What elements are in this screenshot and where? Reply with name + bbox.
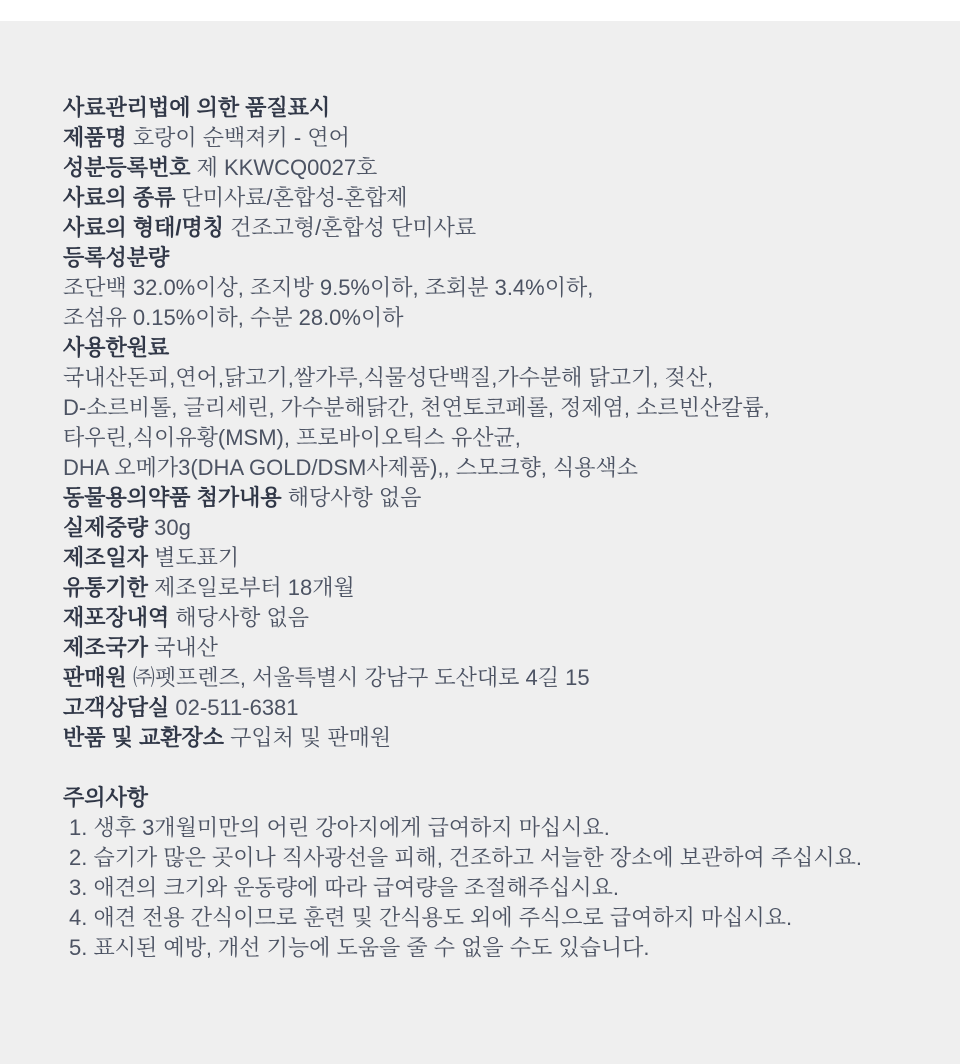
row-label: 성분등록번호 xyxy=(63,155,191,180)
ingredients-line-2 xyxy=(63,393,920,423)
row-label: 사료의 형태/명칭 xyxy=(63,215,224,240)
row-value: 30g xyxy=(154,515,191,540)
row-repackaging xyxy=(63,603,920,633)
caution-text: 5. 표시된 예방, 개선 기능에 도움을 줄 수 없을 수도 있습니다. xyxy=(69,935,650,960)
line-text: 국내산돈피,연어,닭고기,쌀가루,식물성단백질,가수분해 닭고기, 젖산, xyxy=(63,365,714,390)
cautions-title xyxy=(63,783,920,813)
row-label: 제조국가 xyxy=(63,635,149,660)
caution-text: 1. 생후 3개월미만의 어린 강아지에게 급여하지 마십시요. xyxy=(69,815,610,840)
row-value: ㈜펫프렌즈, 서울특별시 강남구 도산대로 4길 15 xyxy=(132,665,590,690)
row-value: 호랑이 순백져키 - 연어 xyxy=(132,125,350,150)
row-label: 재포장내역 xyxy=(63,605,170,630)
ingredients-line-1 xyxy=(63,363,920,393)
section-title-text: 사료관리법에 의한 품질표시 xyxy=(63,95,331,120)
caution-text: 2. 습기가 많은 곳이나 직사광선을 피해, 건조하고 서늘한 장소에 보관하여 주십시요. xyxy=(69,845,863,870)
row-label: 유통기한 xyxy=(63,575,149,600)
line-text: 조단백 32.0%이상, 조지방 9.5%이하, 조회분 3.4%이하, xyxy=(63,275,594,300)
row-veterinary-additives xyxy=(63,483,920,513)
row-value: 단미사료/혼합성-혼합제 xyxy=(181,185,408,210)
ingredients-line-3 xyxy=(63,423,920,453)
row-country-of-origin xyxy=(63,633,920,663)
row-value: 제 KKWCQ0027호 xyxy=(196,155,378,180)
row-product-name xyxy=(63,123,920,153)
row-label: 제조일자 xyxy=(63,545,149,570)
row-value: 제조일로부터 18개월 xyxy=(154,575,355,600)
row-label: 사료의 종류 xyxy=(63,185,176,210)
heading-text: 사용한원료 xyxy=(63,335,170,360)
row-value: 국내산 xyxy=(154,635,218,660)
caution-text: 4. 애견 전용 간식이므로 훈련 및 간식용도 외에 주식으로 급여하지 마십시요. xyxy=(69,905,793,930)
line-text: D-소르비톨, 글리세린, 가수분해닭간, 천연토코페롤, 정제염, 소르빈산칼륨, xyxy=(63,395,770,420)
row-value: 해당사항 없음 xyxy=(175,605,310,630)
row-net-weight xyxy=(63,513,920,543)
cautions-title-text: 주의사항 xyxy=(63,785,149,810)
components-line-1 xyxy=(63,273,920,303)
heading-text: 등록성분량 xyxy=(63,245,170,270)
row-feed-form xyxy=(63,213,920,243)
row-customer-service xyxy=(63,693,920,723)
quality-label-content xyxy=(0,21,960,963)
heading-registered-components xyxy=(63,243,920,273)
row-ingredient-registration-no xyxy=(63,153,920,183)
line-text: DHA 오메가3(DHA GOLD/DSM사제품),, 스모크향, 식용색소 xyxy=(63,455,639,480)
row-label: 제품명 xyxy=(63,125,127,150)
row-value: 별도표기 xyxy=(154,545,240,570)
row-manufacture-date xyxy=(63,543,920,573)
row-feed-type xyxy=(63,183,920,213)
caution-item-5 xyxy=(63,933,920,963)
row-label: 실제중량 xyxy=(63,515,149,540)
row-value: 건조고형/혼합성 단미사료 xyxy=(230,215,477,240)
row-label: 판매원 xyxy=(63,665,127,690)
line-text: 조섬유 0.15%이하, 수분 28.0%이하 xyxy=(63,305,404,330)
row-label: 고객상담실 xyxy=(63,695,170,720)
row-return-exchange xyxy=(63,723,920,753)
caution-item-1 xyxy=(63,813,920,843)
ingredients-line-4 xyxy=(63,453,920,483)
row-label: 반품 및 교환장소 xyxy=(63,725,224,750)
row-value: 02-511-6381 xyxy=(175,695,299,720)
caution-text: 3. 애견의 크기와 운동량에 따라 급여량을 조절해주십시요. xyxy=(69,875,619,900)
row-value: 구입처 및 판매원 xyxy=(230,725,392,750)
row-label: 동물용의약품 첨가내용 xyxy=(63,485,282,510)
line-text: 타우린,식이유황(MSM), 프로바이오틱스 유산균, xyxy=(63,425,521,450)
top-white-strip xyxy=(0,0,960,21)
caution-item-2 xyxy=(63,843,920,873)
cautions-section xyxy=(63,783,920,963)
caution-item-4 xyxy=(63,903,920,933)
heading-used-ingredients xyxy=(63,333,920,363)
row-value: 해당사항 없음 xyxy=(287,485,422,510)
caution-item-3 xyxy=(63,873,920,903)
row-seller xyxy=(63,663,920,693)
components-line-2 xyxy=(63,303,920,333)
quality-label-sheet xyxy=(0,21,960,1064)
row-shelf-life xyxy=(63,573,920,603)
section-title-quality-label xyxy=(63,93,920,123)
